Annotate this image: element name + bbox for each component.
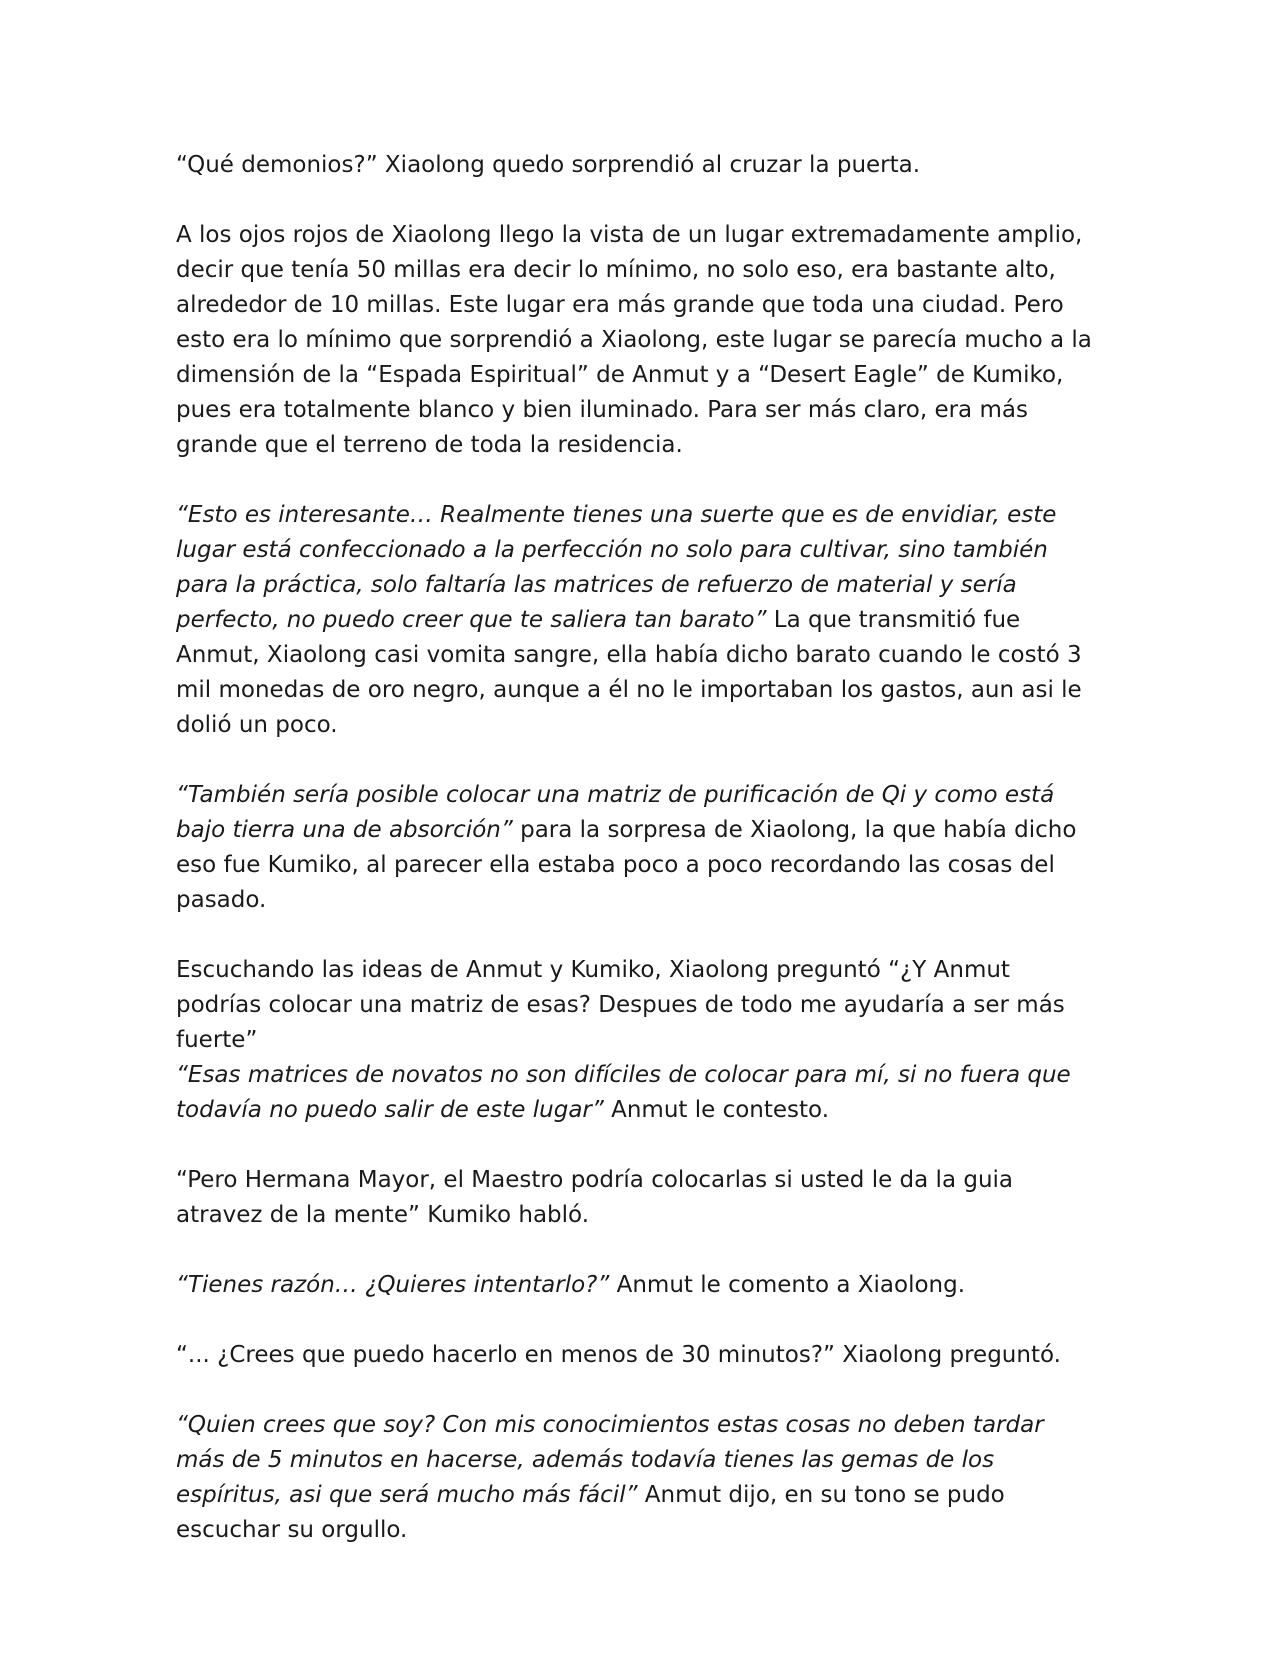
dialogue-italic: “Esas matrices de novatos no son difíciles de colocar para mí, si no fuera que todavía no puedo salir de este lugar” [176, 1062, 1071, 1123]
document-page [176, 148, 1096, 1583]
paragraph-7 [176, 1163, 1096, 1233]
paragraph-text: “Qué demonios?” Xiaolong quedo sorprendió al cruzar la puerta. [176, 152, 921, 178]
paragraph-10 [176, 1408, 1096, 1548]
dialogue-italic: “Quien crees que soy? Con mis conocimientos estas cosas no deben tardar más de 5 minutos en hacerse, además todavía tienes las gemas de los espíritus, asi que será mucho más fácil” [176, 1412, 1044, 1508]
paragraph-1 [176, 148, 1096, 183]
paragraph-9 [176, 1338, 1096, 1373]
paragraph-text: Escuchando las ideas de Anmut y Kumiko, Xiaolong preguntó “¿Y Anmut podrías colocar una matriz de esas? Despues de todo me ayudaría a ser más fuerte” [176, 957, 1065, 1053]
paragraph-6 [176, 1058, 1096, 1128]
paragraph-text: A los ojos rojos de Xiaolong llego la vista de un lugar extremadamente amplio, decir que tenía 50 millas era decir lo mínimo, no solo eso, era bastante alto, alrededor de 10 millas. Este lugar era más grande que toda una ciudad. Pero esto era lo mínimo que sorprendió a Xiaolong, este lugar se parecía mucho a la dimensión de la “Espada Espiritual” de Anmut y a “Desert Eagle” de Kumiko, pues era totalmente blanco y bien iluminado. Para ser más claro, era más grande que el terreno de toda la residencia. [176, 222, 1092, 458]
paragraph-text: Anmut le comento a Xiaolong. [609, 1272, 966, 1298]
paragraph-5 [176, 953, 1096, 1058]
dialogue-italic: “Tienes razón… ¿Quieres intentarlo?” [176, 1272, 610, 1298]
paragraph-text: La que transmitió fue Anmut, Xiaolong casi vomita sangre, ella había dicho barato cuando le costó 3 mil monedas de oro negro, aunque a él no le importaban los gastos, aun asi le dolió un poco. [176, 607, 1082, 738]
paragraph-3 [176, 498, 1096, 743]
paragraph-text: “... ¿Crees que puedo hacerlo en menos de 30 minutos?” Xiaolong preguntó. [176, 1342, 1061, 1368]
paragraph-4 [176, 778, 1096, 918]
dialogue-italic: “También sería posible colocar una matriz de purificación de Qi y como está bajo tierra una de absorción” [176, 782, 1055, 843]
paragraph-text: Anmut le contesto. [603, 1097, 830, 1123]
paragraph-8 [176, 1268, 1096, 1303]
paragraph-text: “Pero Hermana Mayor, el Maestro podría colocarlas si usted le da la guia atravez de la mente” Kumiko habló. [176, 1167, 1014, 1228]
paragraph-text: Anmut dijo, en su tono se pudo escuchar su orgullo. [176, 1482, 1005, 1543]
paragraph-2 [176, 218, 1096, 463]
paragraph-text: para la sorpresa de Xiaolong, la que había dicho eso fue Kumiko, al parecer ella estaba poco a poco recordando las cosas del pasado. [176, 817, 1077, 913]
dialogue-italic: “Esto es interesante… Realmente tienes una suerte que es de envidiar, este lugar está confeccionado a la perfección no solo para cultivar, sino también para la práctica, solo faltaría las matrices de refuerzo de material y sería perfecto, no puedo creer que te saliera tan barato” [176, 502, 1057, 633]
